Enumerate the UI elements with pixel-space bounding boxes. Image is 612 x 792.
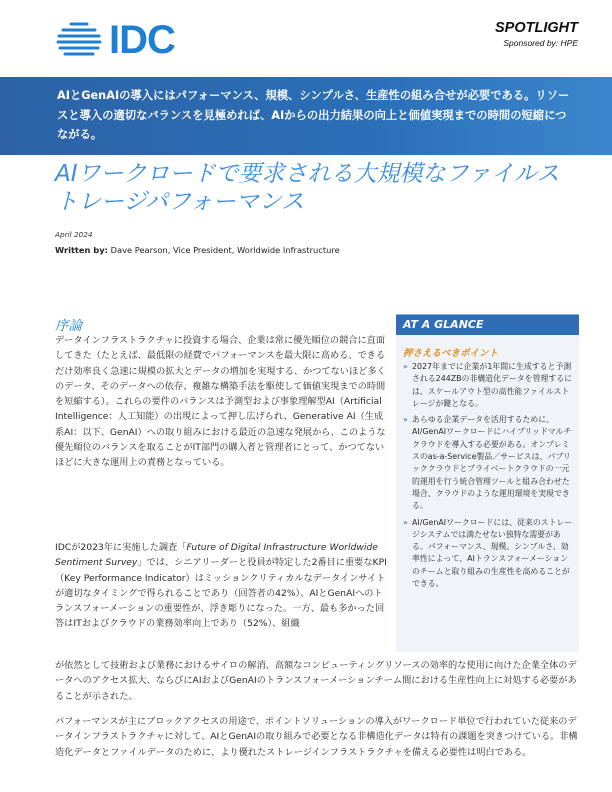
section-heading-intro: 序論 (55, 318, 82, 334)
publish-date: April 2024 (55, 230, 93, 239)
intro-paragraph-2 (55, 540, 387, 632)
byline-label: Written by: (55, 245, 108, 255)
bullet-icon: » (403, 415, 408, 425)
logo-text: IDC (109, 18, 175, 62)
p2-lead: IDCが2023年に実施した調査「 (55, 542, 187, 553)
glance-list (396, 361, 579, 590)
survey-title: Future of Digital Infrastructure Worldwide Sentiment Survey (55, 542, 378, 569)
intro-paragraph-2-continued: が依然として技術および業務におけるサイロの解消、高額なコンピューティングリソースの効率的な使用に向けた企業全体のデータへのアクセス拡大、ならびにAIおよびGenAIのトランスフォーメーションチーム間における生産性向上に対処する必要があることが示された。 (55, 660, 577, 702)
glance-bullet (403, 517, 573, 591)
intro-paragraph-3: パフォーマンスが主にブロックアクセスの用途で、ポイントソリューションの導入がワークロード単位で行われていた従来のデータインフラストラクチャに対して、AIとGenAIの取り組みで必要となる非構造化データは特有の課題を突きつけている。非構造化データとファイルデータのために、より優れたストレージインフラストラクチャを備える必要性は明白である。 (55, 716, 578, 758)
page-title: AIワークロードで要求される大規模なファイルストレージパフォーマンス (55, 161, 560, 215)
glance-heading: AT A GLANCE (396, 315, 579, 335)
glance-bullet-text: あらゆる企業データを活用するために、AI/GenAIワークロードにハイブリッドマルチクラウドを導入する必要がある。オンプレミスのas-a-Service製品／サービスは、パブリッククラウドとプライベートクラウドの一元的運用を行う統合管理ツールと組み合わせた場合、クラウドのような運用環境を実現できる。 (412, 415, 572, 511)
banner-text: AIとGenAIの導入にはパフォーマンス、規模、シンプルさ、生産性の組み合せが必要である。リソースと導入の適切なバランスを見極めれば、AIからの出力結果の向上と価値実現までの時間の短縮につながる。 (57, 89, 570, 141)
glance-bullet-text: 2027年までに企業が1年間に生成すると予測される244ZBの非構造化データを管理するには、スケールアウト型の高性能ファイルストレージが鍵となる。 (412, 362, 573, 408)
glance-bullet (403, 361, 573, 410)
document-type: SPOTLIGHT (495, 20, 578, 36)
summary-banner (0, 77, 612, 155)
glance-subheading: 押さえるべきポイント (403, 348, 499, 359)
spotlight-label (495, 20, 578, 48)
bullet-icon: » (403, 517, 408, 527)
glance-bullet (403, 414, 573, 512)
at-a-glance-box (396, 314, 579, 652)
bullet-icon: » (403, 362, 408, 371)
glance-bullet-text: AI/GenAIワークロードには、従来のストレージシステムでは満たせない独特な需要がある。パフォーマンス、規模、シンプルさ、効率性によって、AIトランスフォーメーションのチームと取り組みの生産性を高めることができる。 (412, 517, 573, 589)
byline (55, 245, 340, 255)
globe-icon (55, 20, 103, 60)
idc-logo (55, 20, 175, 60)
byline-author: Dave Pearson, Vice President, Worldwide Infrastructure (110, 245, 340, 255)
sponsor-text: Sponsored by: HPE (503, 38, 578, 48)
intro-paragraph-1: データインフラストラクチャに投資する場合、企業は常に優先順位の競合に直面してきた（たとえば、最低限の経費でパフォーマンスを最大限に高める、できるだけ効率良く急速に規模の拡大とデータの増加を実現する、かつてないほど多くのデータ、そのデータへの依存、複雑な構築手法を駆使して価値実現までの時間を短縮する）。これらの要件のバランスは予測型および事象理解型AI（Artificial Intelligence：人工知能）の出現によって押し広げられ、Generative AI（生成系AI：以下、GenAI）への取り組みにおける最近の急速な発展から、このような優先順位のバランスを取ることがIT部門の購入者と管理者にとって、かつてないほどに大きな運用上の責務となっている。 (55, 335, 386, 469)
p2-rest: 」では、シニアリーダーと役員が特定した2番目に重要なKPI（Key Performance Indicator）はミッションクリティカルなデータインサイトが適切なタイミングで得られることであり（回答者の42%）、AIとGenAIへのトランスフォーメーションの重要性が、浮き彫りになった。一方、最も多かった回答はITおよびクラウドの業務効率向上であり（52%）、組織 (55, 557, 387, 630)
